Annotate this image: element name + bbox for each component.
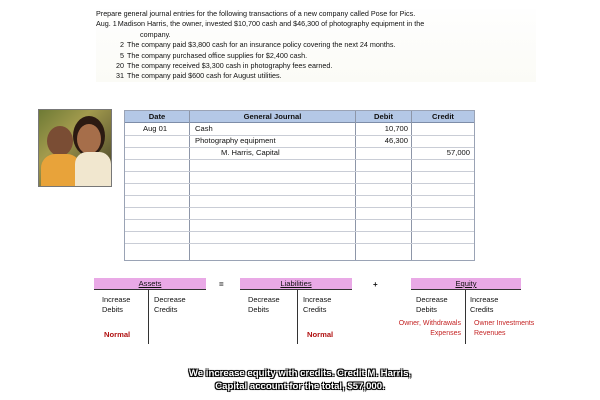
- transaction-text: company.: [140, 29, 171, 39]
- equals-sign: =: [219, 280, 224, 289]
- subtitle-line-1: We increase equity with credits. Credit M. Harris,: [188, 368, 412, 379]
- t-account-divider: [148, 289, 149, 344]
- transaction-item: [96, 40, 536, 50]
- row-divider: [125, 243, 474, 244]
- liabilities-title: Liabilities: [240, 278, 352, 290]
- row-divider: [125, 195, 474, 196]
- row-divider: [125, 231, 474, 232]
- transaction-date: 31: [116, 71, 124, 81]
- journal-account-cell: Cash: [195, 124, 213, 133]
- assets-debits-label: Debits: [102, 305, 123, 314]
- row-divider: [125, 171, 474, 172]
- column-divider: [189, 111, 190, 260]
- transaction-item: [96, 71, 536, 81]
- journal-account-cell: Photography equipment: [195, 136, 276, 145]
- journal-header-row: [125, 111, 474, 123]
- t-account-divider: [465, 289, 466, 344]
- column-divider: [411, 111, 412, 260]
- transaction-date: 20: [116, 61, 124, 71]
- assets-t-account: [94, 278, 206, 344]
- date-column-header: Date: [148, 112, 166, 121]
- transaction-text: The company purchased office supplies for $2,400 cash.: [127, 50, 308, 60]
- equity-investments-note: Owner Investments: [474, 320, 535, 327]
- equity-debits-label: Debits: [416, 305, 437, 314]
- photo-face-shape: [47, 126, 73, 156]
- journal-date-cell: Aug 01: [143, 124, 168, 133]
- row-divider: [125, 135, 474, 136]
- assets-title: Assets: [94, 278, 206, 290]
- transaction-item: [96, 61, 536, 71]
- assets-increase-label: Increase: [102, 295, 131, 304]
- liabilities-debits-label: Debits: [248, 305, 269, 314]
- liabilities-t-account: [240, 278, 352, 344]
- debit-column-header: Debit: [374, 112, 393, 121]
- problem-intro: Prepare general journal entries for the following transactions of a new company called Pose for Pics.: [96, 9, 416, 18]
- row-divider: [125, 219, 474, 220]
- transaction-date: 5: [120, 50, 124, 60]
- equity-increase-label: Increase: [470, 295, 499, 304]
- equity-t-account: [384, 278, 554, 344]
- transaction-item: [96, 19, 536, 29]
- liabilities-credits-label: Credits: [303, 305, 327, 314]
- equity-withdrawals-note: Owner, Withdrawals: [398, 320, 461, 327]
- photo-face-shape: [77, 124, 101, 154]
- journal-debit-cell: 10,700: [384, 124, 408, 133]
- plus-sign: +: [373, 280, 378, 289]
- journal-credit-cell: 57,000: [446, 148, 470, 157]
- photo-shirt-shape: [75, 152, 111, 187]
- problem-statement: [96, 9, 536, 82]
- account-column-header: General Journal: [243, 112, 302, 121]
- general-journal-table: [124, 110, 475, 261]
- credit-column-header: Credit: [432, 112, 454, 121]
- t-account-divider: [297, 289, 298, 344]
- transaction-text: The company received $3,300 cash in photography fees earned.: [127, 61, 333, 71]
- row-divider: [125, 159, 474, 160]
- equity-credits-label: Credits: [470, 305, 494, 314]
- journal-account-cell: M. Harris, Capital: [221, 148, 280, 157]
- equity-expenses-note: Expenses: [430, 330, 461, 337]
- transaction-item: [96, 51, 536, 61]
- transaction-text: The company paid $3,800 cash for an insurance policy covering the next 24 months.: [127, 40, 396, 50]
- assets-normal-label: Normal: [104, 330, 131, 339]
- liabilities-increase-label: Increase: [303, 295, 332, 304]
- journal-debit-cell: 46,300: [384, 136, 408, 145]
- assets-decrease-label: Decrease: [154, 295, 186, 304]
- transaction-date: 2: [120, 40, 124, 50]
- subtitle-line-2: Capital account for the total, $57,000.: [215, 381, 385, 392]
- row-divider: [125, 183, 474, 184]
- transaction-date: Aug. 1: [96, 19, 117, 29]
- transaction-item: [96, 30, 536, 40]
- transaction-text: Madison Harris, the owner, invested $10,700 cash and $46,300 of photography equipment in the: [117, 19, 425, 29]
- equity-title: Equity: [411, 278, 521, 290]
- row-divider: [125, 207, 474, 208]
- liabilities-normal-label: Normal: [307, 330, 334, 339]
- column-divider: [355, 111, 356, 260]
- equity-revenues-note: Revenues: [474, 330, 506, 337]
- equity-decrease-label: Decrease: [416, 295, 448, 304]
- assets-credits-label: Credits: [154, 305, 178, 314]
- couple-photo: [38, 109, 112, 187]
- liabilities-decrease-label: Decrease: [248, 295, 280, 304]
- transaction-text: The company paid $600 cash for August utilities.: [127, 71, 282, 81]
